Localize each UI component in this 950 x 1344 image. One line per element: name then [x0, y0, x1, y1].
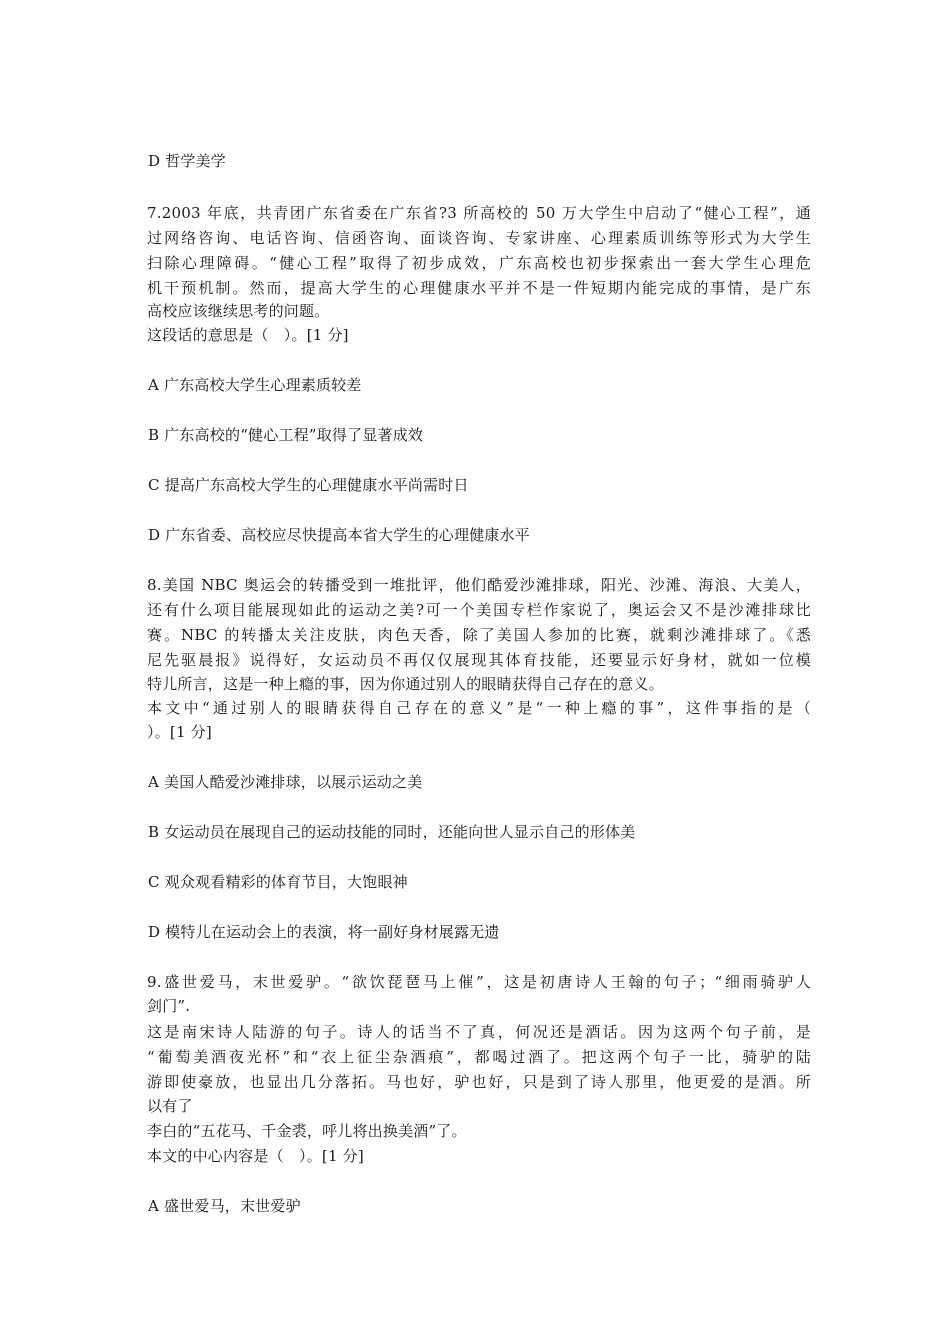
- q9-option-a: A 盛世爱马，末世爱驴: [148, 1197, 301, 1215]
- q8-passage-line: 还有什么项目能展现如此的运动之美?可一个美国专栏作家说了，奥运会又不是沙滩排球比: [147, 601, 811, 619]
- q6-option-d: D 哲学美学: [148, 152, 226, 170]
- q7-option-c: C 提高广东高校大学生的心理健康水平尚需时日: [148, 476, 469, 494]
- q8-option-d: D 模特儿在运动会上的表演，将一副好身材展露无遗: [148, 923, 500, 941]
- q8-passage-line: 特儿所言，这是一种上瘾的事，因为你通过别人的眼睛获得自己存在的意义。: [147, 675, 664, 693]
- q9-passage-line: 以有了: [147, 1097, 193, 1115]
- q9-question: 本文的中心内容是（ ）。[1 分]: [147, 1147, 364, 1165]
- q9-passage-line: 剑门”.: [147, 997, 191, 1015]
- q8-option-b: B 女运动员在展现自己的运动技能的同时，还能向世人显示自己的形体美: [148, 823, 636, 841]
- q8-question-line: 本文中“通过别人的眼睛获得自己存在的意义”是“一种上瘾的事”，这件事指的是（: [147, 699, 811, 717]
- q9-passage-line: 游即使豪放，也显出几分落拓。马也好，驴也好，只是到了诗人那里，他更爱的是酒。所: [147, 1073, 811, 1091]
- q7-passage-line: 7.2003 年底，共青团广东省委在广东省?3 所高校的 50 万大学生中启动了“健心工程”，通: [147, 204, 811, 222]
- q7-option-d: D 广东省委、高校应尽快提高本省大学生的心理健康水平: [148, 526, 530, 544]
- q7-question: 这段话的意思是（ ）。[1 分]: [147, 326, 349, 344]
- q9-passage-line: 李白的“五花马、千金裘，呼儿将出换美酒”了。: [147, 1122, 467, 1140]
- q8-option-c: C 观众观看精彩的体育节目，大饱眼神: [148, 873, 408, 891]
- q8-option-a: A 美国人酷爱沙滩排球，以展示运动之美: [148, 773, 423, 791]
- q8-passage-line: 赛。NBC 的转播太关注皮肤，肉色天香，除了美国人参加的比赛，就剩沙滩排球了。《悉: [147, 626, 811, 644]
- q9-passage-line: 9.盛世爱马，末世爱驴。“欲饮琵琶马上催”，这是初唐诗人王翰的句子；“细雨骑驴人: [147, 973, 811, 991]
- q7-passage-line: 扫除心理障碍。“健心工程”取得了初步成效，广东高校也初步探索出一套大学生心理危: [147, 254, 811, 272]
- q7-passage-line: 机干预机制。然而，提高大学生的心理健康水平并不是一件短期内能完成的事情，是广东: [147, 279, 811, 297]
- q8-passage-line: 8.美国 NBC 奥运会的转播受到一堆批评，他们酷爱沙滩排球，阳光、沙滩、海浪、大美人，: [147, 576, 811, 594]
- q8-question-line: ）。[1 分]: [147, 723, 212, 741]
- q7-option-a: A 广东高校大学生心理素质较差: [148, 376, 362, 394]
- q7-passage-line: 过网络咨询、电话咨询、信函咨询、面谈咨询、专家讲座、心理素质训练等形式为大学生: [147, 229, 811, 247]
- q9-passage-line: “葡萄美酒夜光杯”和“衣上征尘杂酒痕”，都喝过酒了。把这两个句子一比，骑驴的陆: [147, 1048, 811, 1066]
- q8-passage-line: 尼先驱晨报》说得好，女运动员不再仅仅展现其体育技能，还要显示好身材，就如一位模: [147, 651, 811, 669]
- q7-passage-line: 高校应该继续思考的问题。: [147, 302, 330, 320]
- q9-passage-line: 这是南宋诗人陆游的句子。诗人的话当不了真，何况还是酒话。因为这两个句子前，是: [147, 1023, 811, 1041]
- q7-option-b: B 广东高校的“健心工程”取得了显著成效: [148, 426, 424, 444]
